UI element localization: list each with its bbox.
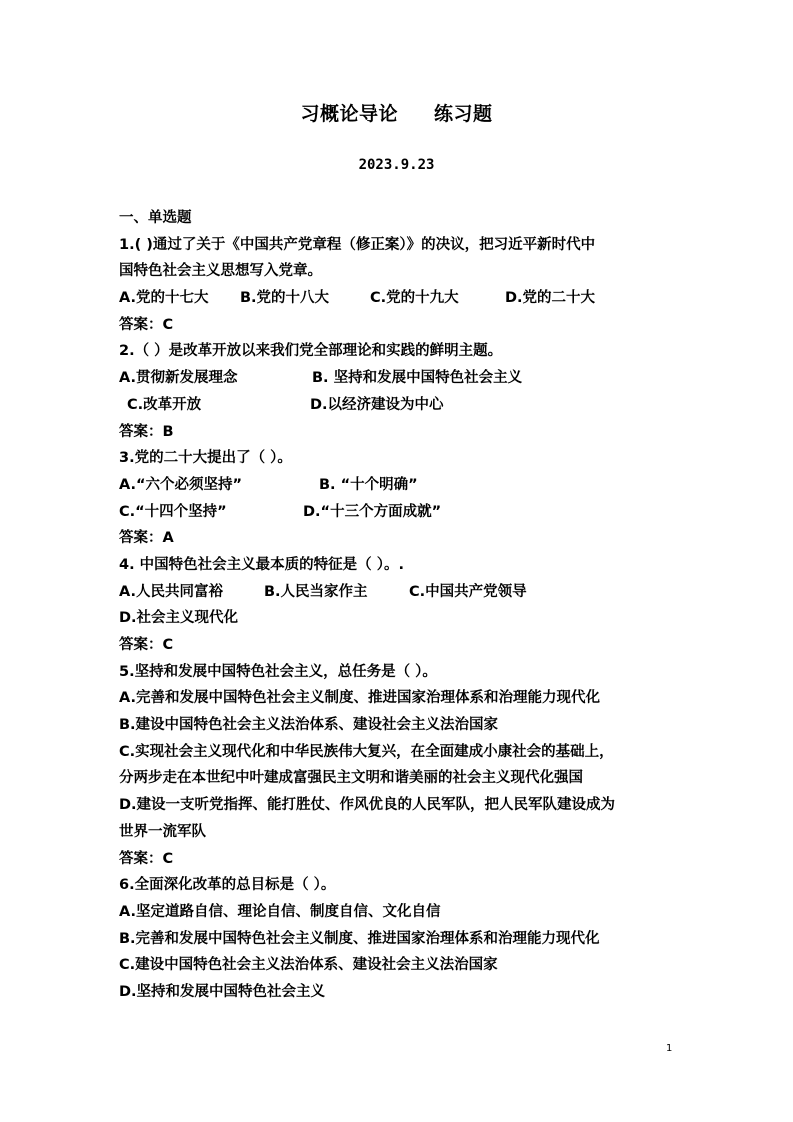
- document-body: [119, 205, 679, 1006]
- page-title: [0, 99, 793, 126]
- question-3-option-d: D.“十三个方面成就”: [303, 503, 442, 520]
- question-3-option-b: B. “十个明确”: [319, 476, 418, 493]
- question-5-option-c-line-2: 分两步走在本世纪中叶建成富强民主文明和谐美丽的社会主义现代化强国: [119, 770, 583, 787]
- question-1-stem-line-1: 1.( )通过了关于《中国共产党章程（修正案）》的决议，把习近平新时代中: [119, 236, 596, 253]
- question-5-answer: 答案：C: [119, 850, 174, 867]
- question-5-option-a: A.完善和发展中国特色社会主义制度、推进国家治理体系和治理能力现代化: [119, 690, 600, 707]
- question-5-option-d-line-1: D.建设一支听党指挥、能打胜仗、作风优良的人民军队，把人民军队建设成为: [119, 797, 616, 814]
- question-2-option-b: B. 坚持和发展中国特色社会主义: [312, 370, 523, 387]
- question-4-stem: 4. 中国特色社会主义最本质的特征是（ ）。.: [119, 556, 404, 573]
- question-1-option-b: B.党的十八大: [240, 290, 330, 307]
- question-3-answer: 答案：A: [119, 530, 174, 547]
- question-1-answer: 答案：C: [119, 316, 174, 333]
- question-3-options-row-1: [119, 472, 679, 499]
- question-1-option-c: C.党的十九大: [370, 290, 459, 307]
- section-heading: 一、单选题: [119, 210, 192, 226]
- question-6-stem: 6.全面深化改革的总目标是（ ）。: [119, 877, 336, 894]
- question-2-options-row-2: [119, 392, 679, 419]
- document-date: 2023.9.23: [358, 157, 435, 173]
- question-2-option-c: C.改革开放: [127, 396, 202, 413]
- question-4-option-d: D.社会主义现代化: [119, 610, 239, 627]
- question-6-option-c: C.建设中国特色社会主义法治体系、建设社会主义法治国家: [119, 957, 498, 974]
- question-4-options-row-1: [119, 579, 679, 606]
- page-number: 1: [666, 1043, 673, 1054]
- question-2-option-d: D.以经济建设为中心: [310, 396, 444, 413]
- question-1-stem-line-2: 国特色社会主义思想写入党章。: [119, 263, 322, 280]
- title-sub: 练习题: [434, 103, 493, 125]
- question-5-option-d-line-2: 世界一流军队: [119, 823, 206, 840]
- question-2-stem: 2.（ ）是改革开放以来我们党全部理论和实践的鲜明主题。: [119, 343, 503, 360]
- question-2-answer: 答案：B: [119, 423, 174, 440]
- question-3-option-a: A.“六个必须坚持”: [119, 476, 243, 493]
- question-2-option-a: A.贯彻新发展理念: [119, 370, 238, 387]
- question-6-option-d: D.坚持和发展中国特色社会主义: [119, 983, 326, 1000]
- question-6-option-b: B.完善和发展中国特色社会主义制度、推进国家治理体系和治理能力现代化: [119, 930, 600, 947]
- question-4-option-c: C.中国共产党领导: [409, 583, 527, 600]
- title-main: 习概论导论: [300, 103, 398, 125]
- question-1-options: [119, 285, 679, 312]
- question-4-answer: 答案：C: [119, 637, 174, 653]
- question-3-option-c: C.“十四个坚持”: [119, 503, 227, 520]
- question-5-option-b: B.建设中国特色社会主义法治体系、建设社会主义法治国家: [119, 717, 499, 734]
- question-4-option-b: B.人民当家作主: [264, 583, 368, 600]
- question-1-option-a: A.党的十七大: [119, 290, 209, 307]
- question-1-option-d: D.党的二十大: [505, 290, 596, 307]
- question-6-option-a: A.坚定道路自信、理论自信、制度自信、文化自信: [119, 903, 441, 920]
- question-3-options-row-2: [119, 499, 679, 526]
- question-3-stem: 3.党的二十大提出了（ ）。: [119, 450, 292, 467]
- question-4-option-a: A.人民共同富裕: [119, 583, 223, 600]
- question-5-stem: 5.坚持和发展中国特色社会主义，总任务是（ ）。: [119, 663, 437, 680]
- question-5-option-c-line-1: C.实现社会主义现代化和中华民族伟大复兴，在全面建成小康社会的基础上，: [119, 743, 614, 760]
- question-2-options-row-1: [119, 365, 679, 392]
